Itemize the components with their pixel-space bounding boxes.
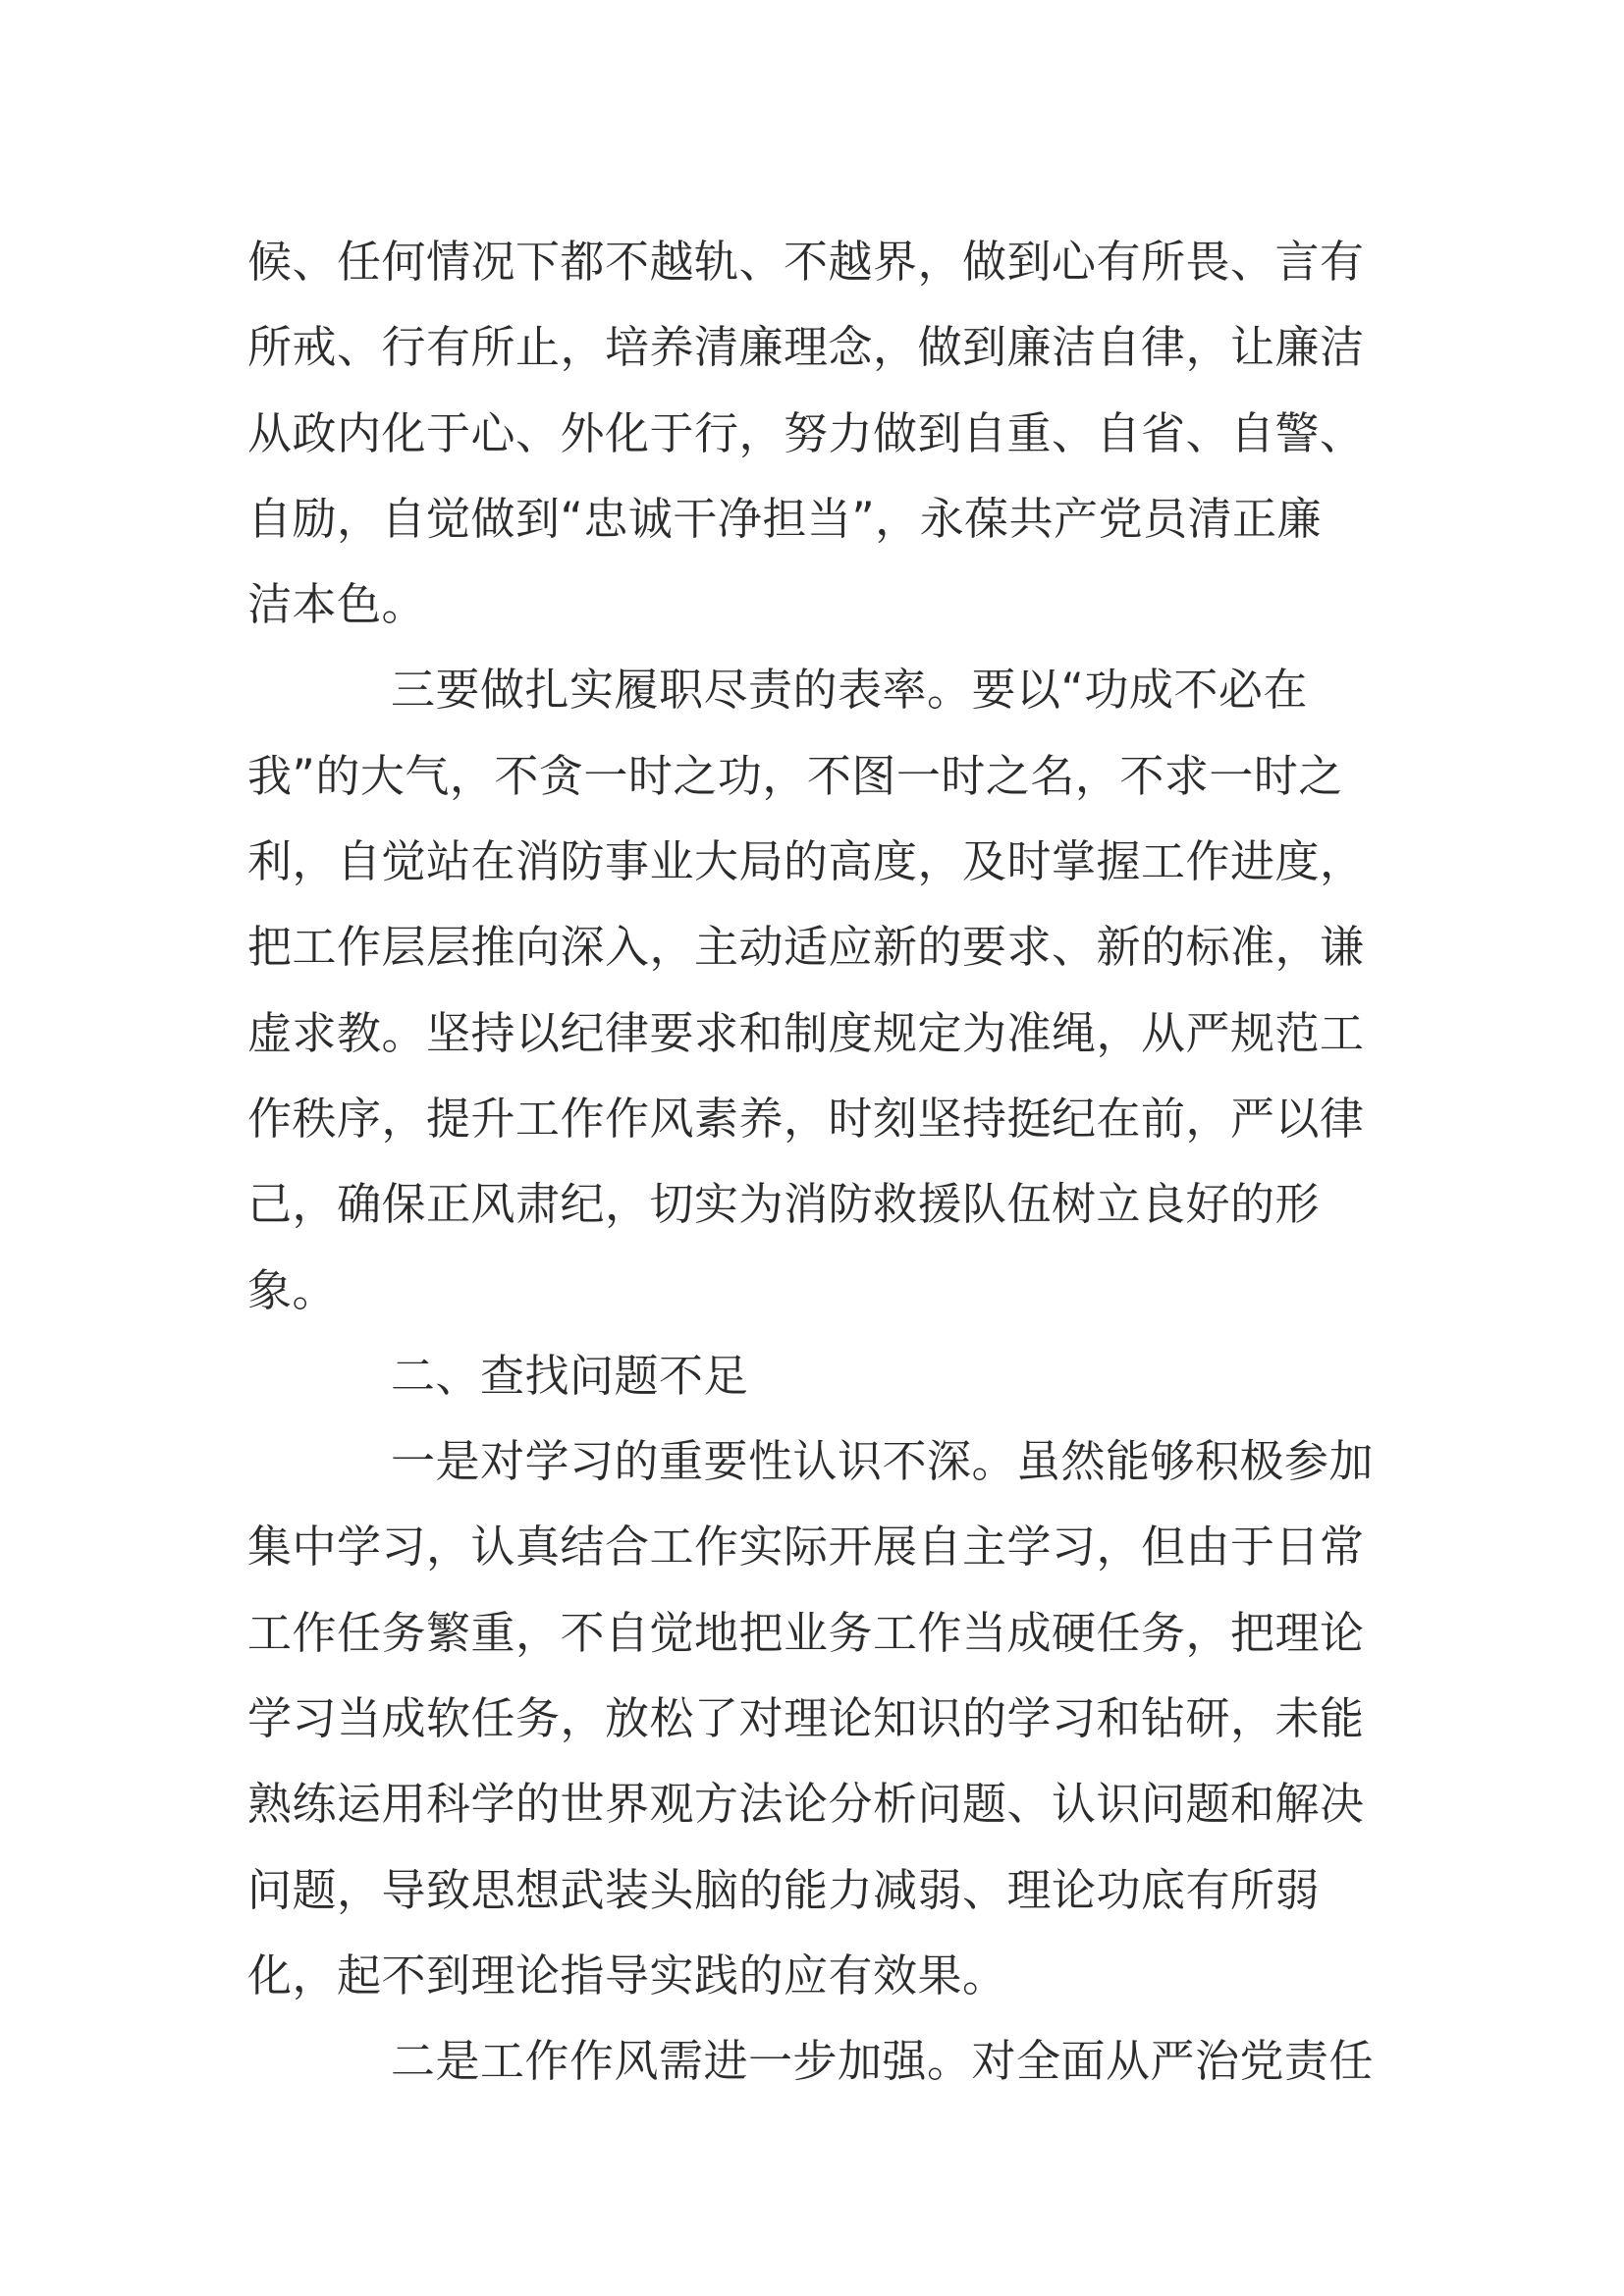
text-line: 我”的大气，不贪一时之功，不图一时之名，不求一时之	[247, 749, 1343, 802]
text-line: 学习当成软任务，放松了对理论知识的学习和钻研，未能	[247, 1692, 1365, 1745]
text-line: 自励，自觉做到“忠诚干净担当”，永葆共产党员清正廉	[247, 492, 1323, 545]
text-line: 问题，导致思想武装头脑的能力减弱、理论功底有所弱	[247, 1863, 1321, 1916]
text-line: 作秩序，提升工作作风素养，时刻坚持挺纪在前，严以律	[247, 1092, 1365, 1145]
text-line: 所戒、行有所止，培养清廉理念，做到廉洁自律，让廉洁	[247, 321, 1365, 374]
paragraph-first-line: 一是对学习的重要性认识不深。虽然能够积极参加	[391, 1435, 1375, 1488]
text-line: 利，自觉站在消防事业大局的高度，及时掌握工作进度，	[247, 835, 1365, 888]
text-line: 己，确保正风肃纪，切实为消防救援队伍树立良好的形	[247, 1178, 1321, 1231]
text-line: 工作任务繁重，不自觉地把业务工作当成硬任务，把理论	[247, 1606, 1365, 1659]
text-line: 候、任何情况下都不越轨、不越界，做到心有所畏、言有	[247, 236, 1365, 288]
text-line: 从政内化于心、外化于行，努力做到自重、自省、自警、	[247, 406, 1365, 459]
text-line: 化，起不到理论指导实践的应有效果。	[247, 1949, 1007, 2002]
text-line: 洁本色。	[247, 578, 427, 631]
paragraph-first-line: 二是工作作风需进一步加强。对全面从严治党责任	[391, 2035, 1375, 2088]
text-line: 熟练运用科学的世界观方法论分析问题、认识问题和解决	[247, 1778, 1365, 1831]
text-line: 集中学习，认真结合工作实际开展自主学习，但由于日常	[247, 1521, 1365, 1574]
text-line: 虚求教。坚持以纪律要求和制度规定为准绳，从严规范工	[247, 1006, 1365, 1059]
paragraph-first-line: 二、查找问题不足	[391, 1349, 749, 1402]
text-line: 象。	[247, 1263, 338, 1316]
document-page	[247, 219, 1524, 2105]
text-line: 把工作层层推向深入，主动适应新的要求、新的标准，谦	[247, 921, 1365, 974]
paragraph-first-line: 三要做扎实履职尽责的表率。要以“功成不必在	[391, 664, 1308, 717]
